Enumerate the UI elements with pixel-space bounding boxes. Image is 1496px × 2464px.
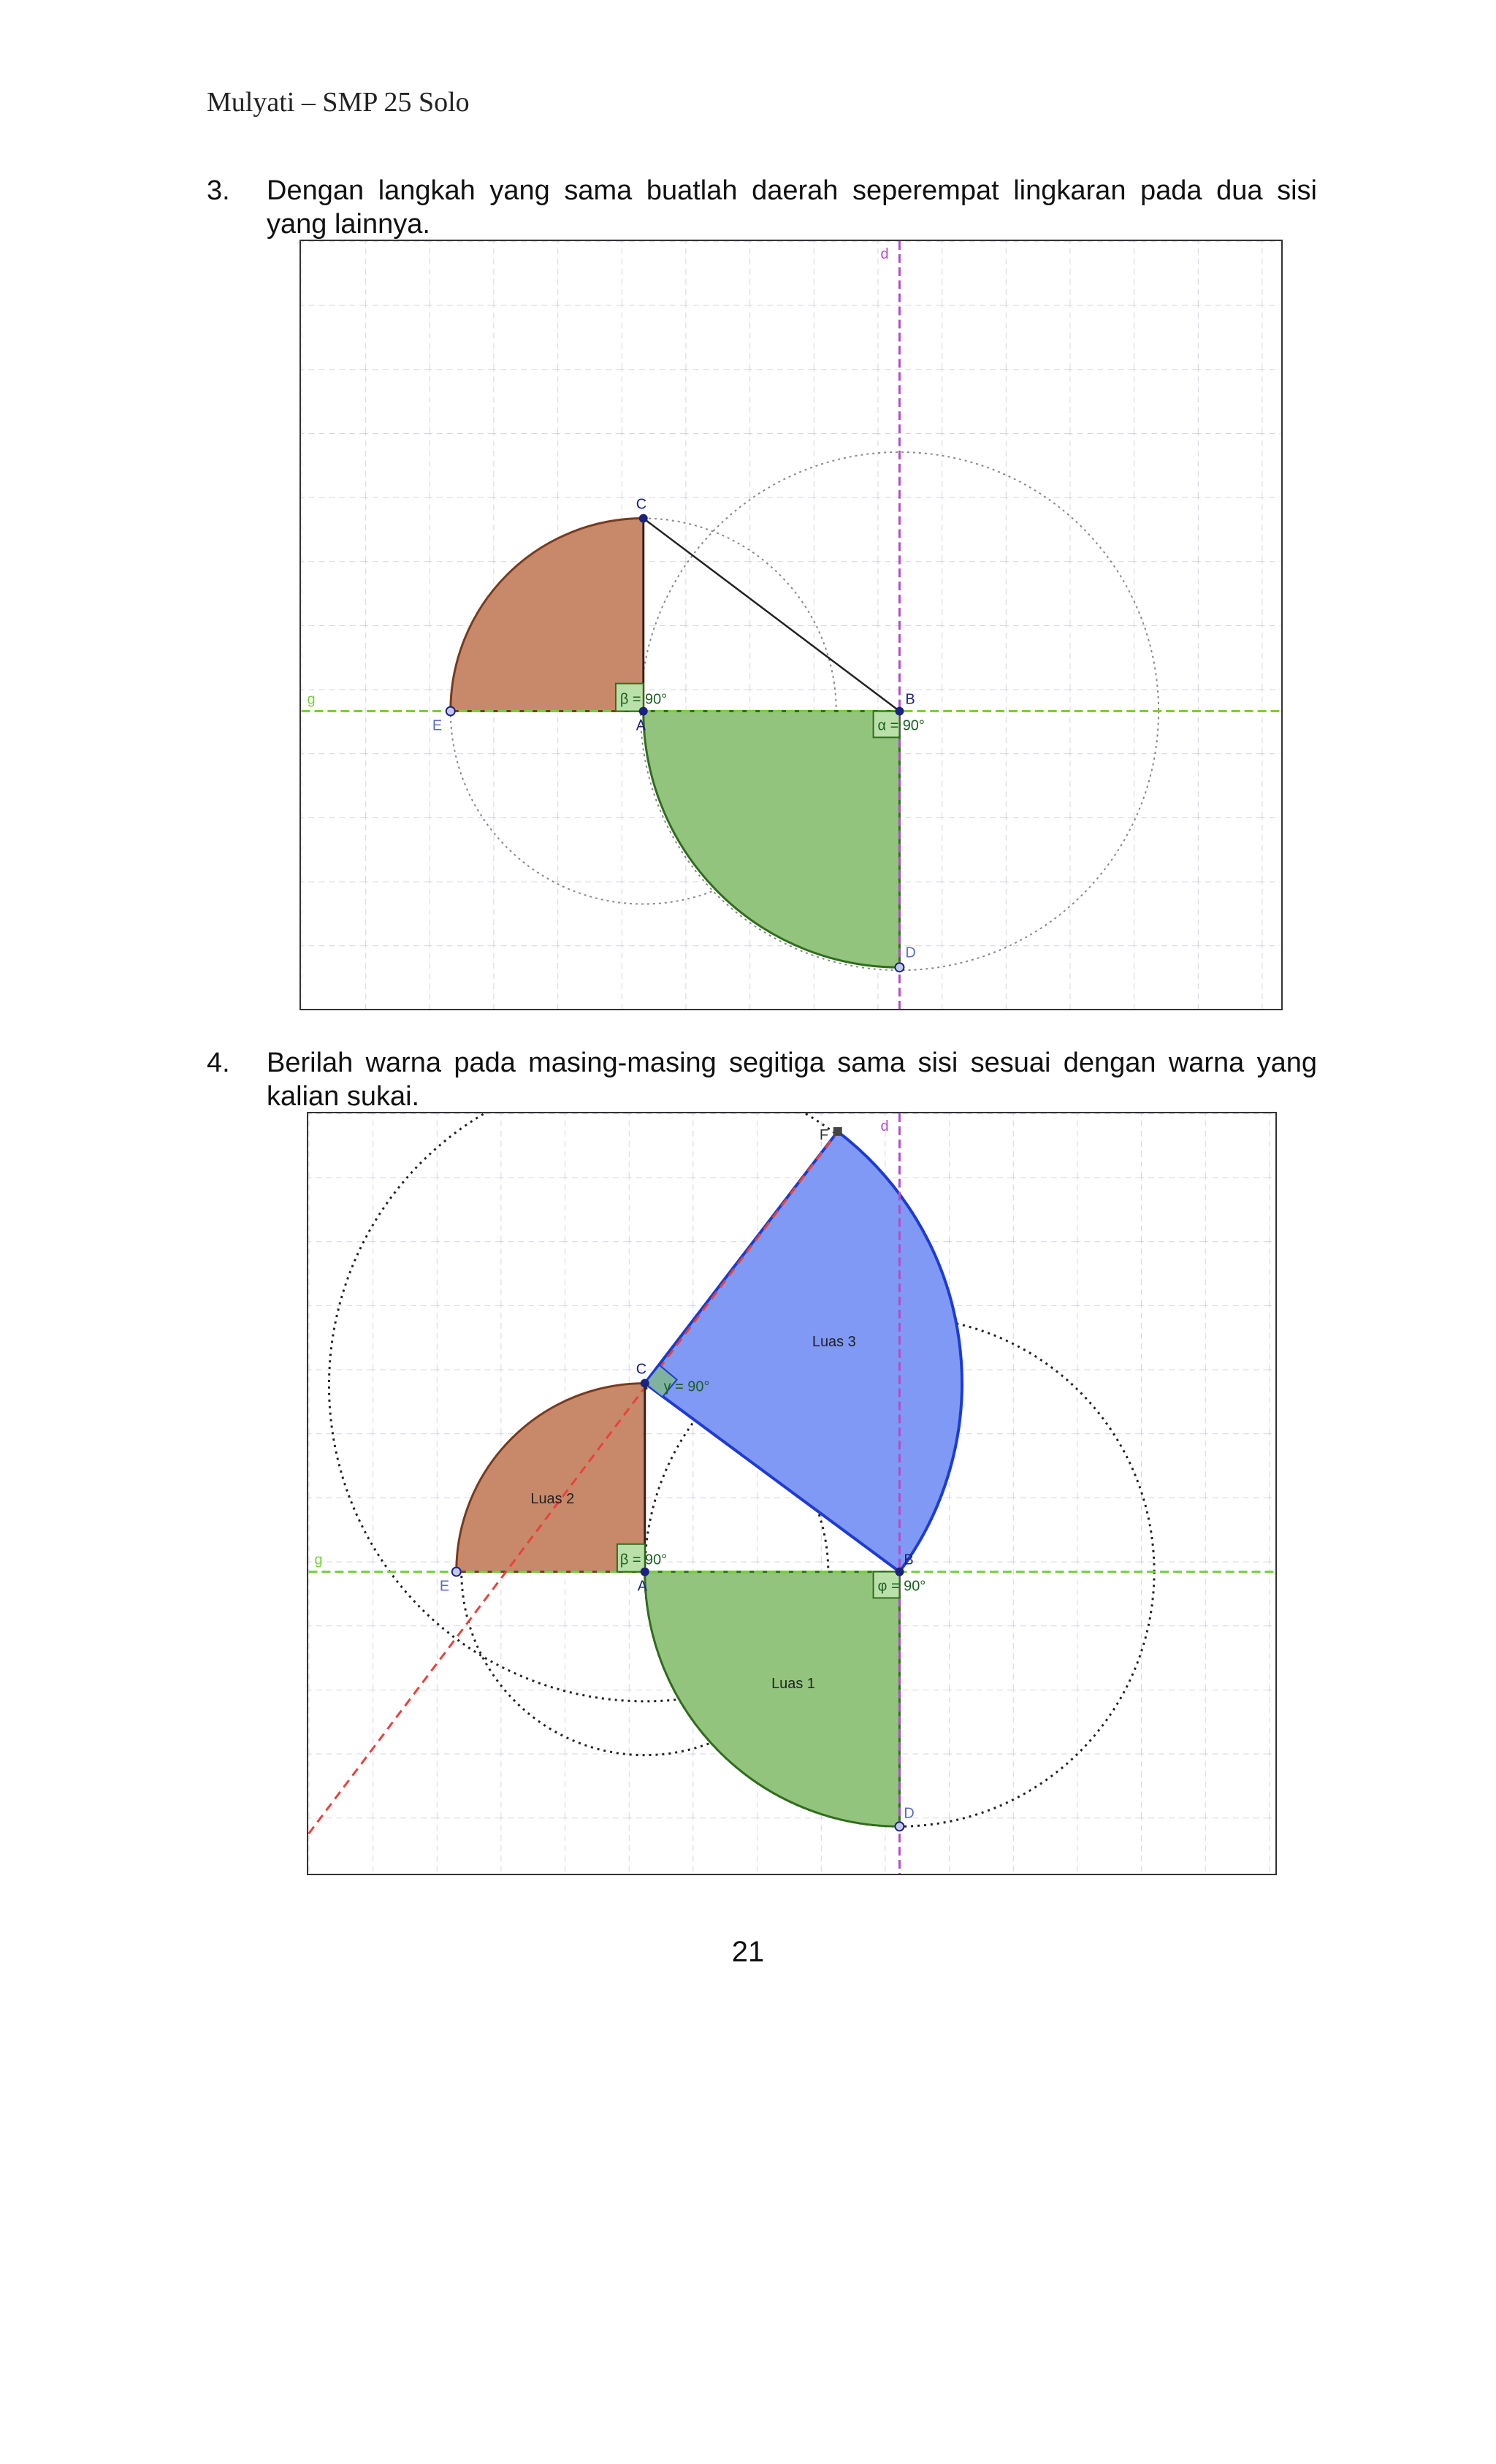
figure-2-canvas <box>308 1113 1275 1874</box>
point-d <box>895 1822 904 1831</box>
angle-label-gamma: γ = 90° <box>663 1378 710 1395</box>
label-b: B <box>904 1552 914 1568</box>
point-c <box>641 1379 649 1388</box>
label-e: E <box>432 717 443 734</box>
item-number: 3. <box>207 175 230 206</box>
label-c: C <box>636 496 647 513</box>
angle-label-alpha: α = 90° <box>877 717 925 734</box>
label-f: F <box>819 1126 829 1143</box>
page-number: 21 <box>731 1936 765 1968</box>
label-d: D <box>904 1805 915 1822</box>
angle-label-phi: φ = 90° <box>877 1578 926 1595</box>
angle-label-beta: β = 90° <box>619 1552 668 1568</box>
label-e: E <box>439 1578 450 1595</box>
point-d <box>895 963 904 972</box>
region-label-luas-2: Luas 2 <box>530 1490 575 1507</box>
label-line-d: d <box>880 245 889 262</box>
point-b <box>895 1568 904 1576</box>
label-a: A <box>636 717 646 734</box>
item-text: Berilah warna pada masing-masing segitiga sama sisi sesuai dengan warna yang kalian sukai. <box>267 1048 1317 1112</box>
label-a: A <box>637 1578 648 1595</box>
label-line-d: d <box>880 1118 889 1134</box>
figure-1-canvas <box>301 241 1281 1009</box>
label-line-g: g <box>307 691 316 708</box>
point-b <box>895 707 904 716</box>
region-label-luas-1: Luas 1 <box>771 1675 815 1692</box>
region-label-luas-3: Luas 3 <box>812 1333 856 1350</box>
label-d: D <box>905 945 916 961</box>
point-e <box>446 707 455 716</box>
item-number: 4. <box>207 1048 230 1078</box>
point-c <box>639 514 648 523</box>
label-line-g: g <box>314 1552 323 1568</box>
point-a <box>641 1568 649 1576</box>
geometry-figure-2 <box>307 1112 1277 1875</box>
label-c: C <box>636 1361 647 1378</box>
point-f <box>833 1127 842 1136</box>
point-e <box>452 1568 461 1576</box>
geometry-figure-1 <box>299 240 1283 1010</box>
page-header: Mulyati – SMP 25 Solo <box>207 87 470 118</box>
label-b: B <box>905 691 915 708</box>
angle-label-beta: β = 90° <box>619 691 668 708</box>
point-a <box>639 707 648 716</box>
item-text: Dengan langkah yang sama buatlah daerah seperempat lingkaran pada dua sisi yang lainnya. <box>267 175 1317 240</box>
